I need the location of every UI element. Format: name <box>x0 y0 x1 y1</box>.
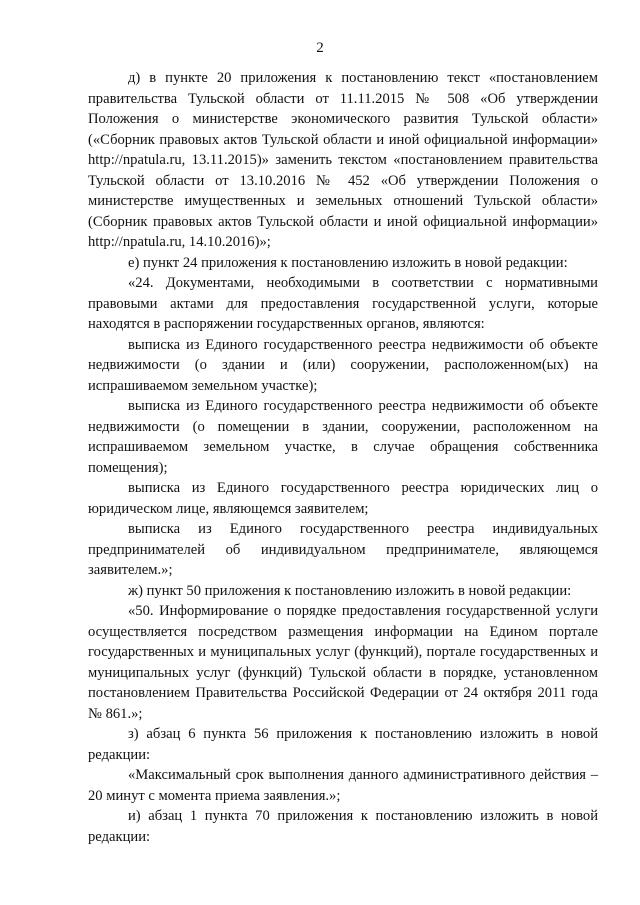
paragraph-item-e: е) пункт 24 приложения к постановлению изложить в новой редакции: <box>128 254 568 271</box>
page-number: 2 <box>316 40 324 56</box>
document-body <box>88 68 598 847</box>
paragraph-extract-building: выписка из Единого государственного реестра недвижимости об объекте недвижимости (о здании и (или) сооружении, расположенном(ых) на испрашиваемом земельном участке); <box>88 336 598 394</box>
paragraph-extract-legal-entities: выписка из Единого государственного реестра юридических лиц о юридическом лице, являющемся заявителем; <box>88 480 598 517</box>
paragraph-max-time: «Максимальный срок выполнения данного административного действия – 20 минут с момента приема заявления.»; <box>88 767 598 804</box>
paragraph-extract-entrepreneurs: выписка из Единого государственного реестра индивидуальных предпринимателей об индивидуальном предпринимателе, являющемся заявителем.»; <box>88 521 598 578</box>
paragraph-item-i: и) абзац 1 пункта 70 приложения к постановлению изложить в новой редакции: <box>88 808 598 845</box>
paragraph-extract-premises: выписка из Единого государственного реестра недвижимости об объекте недвижимости (о помещении в здании, сооружении, расположенном на испрашиваемом земельном участке, в случае обращения собственника помещения); <box>88 398 598 476</box>
paragraph-point-24: «24. Документами, необходимыми в соответствии с нормативными правовыми актами для предоставления государственной услуги, которые находятся в распоряжении государственных органов, являются: <box>88 275 598 332</box>
paragraph-point-50: «50. Информирование о порядке предоставления государственной услуги осуществляется посредством размещения информации на Едином портале государственных и муниципальных услуг (функций), портале государственных и муниципальных услуг (функций) Тульской области в порядке, установленном постановлением Правительства Российской Федерации от 24 октября 2011 года № 861.»; <box>88 603 598 722</box>
paragraph-item-z: з) абзац 6 пункта 56 приложения к постановлению изложить в новой редакции: <box>88 726 598 763</box>
paragraph-item-zh: ж) пункт 50 приложения к постановлению изложить в новой редакции: <box>128 582 572 599</box>
paragraph-item-d: д) в пункте 20 приложения к постановлению текст «постановлением правительства Тульской области от 11.11.2015 № 508 «Об утверждении Положения о министерстве экономического развития Тульской области» («Сборник правовых актов Тульской области и иной официальной информации» http://npatula.ru, 13.11.2015)» заменить текстом «постановлением правительства Тульской области от 13.10.2016 № 452 «Об утверждении Положения о министерстве имущественных и земельных отношений Тульской области» (Сборник правовых актов Тульской области и иной официальной информации» http://npatula.ru, 14.10.2016)»; <box>88 70 598 250</box>
